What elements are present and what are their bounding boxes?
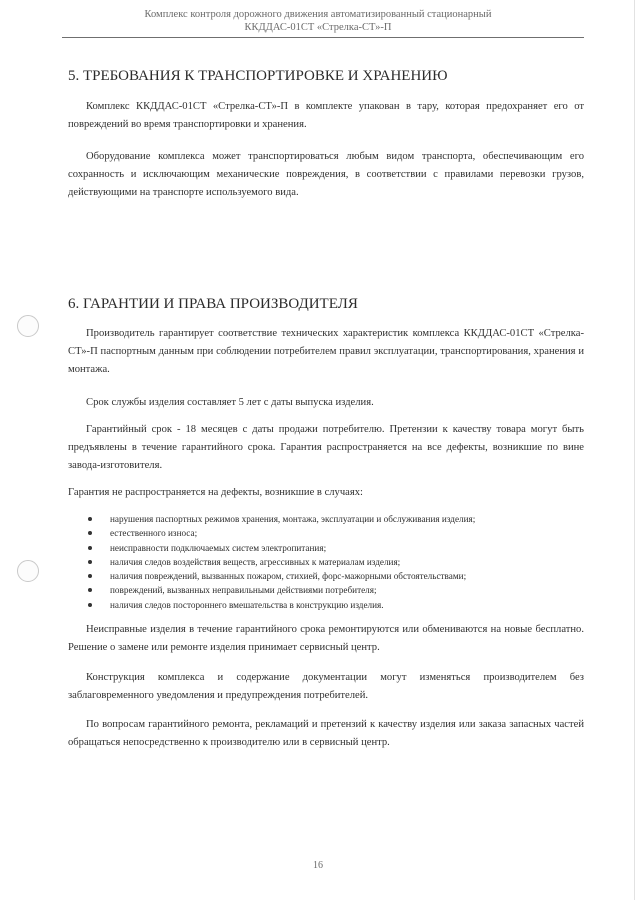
header-line-2: ККДДАС-01СТ «Стрелка-СТ»-П (244, 22, 392, 33)
page-edge (634, 0, 635, 900)
section-6-paragraph: Гарантийный срок - 18 месяцев с даты продажи потребителю. Претензии к качеству товара могут быть предъявлены в течение гарантийного срока. Гарантия распространяется на все дефекты, возникшие по вине завода-изготовителя. (68, 424, 584, 471)
section-6-paragraph: Конструкция комплекса и содержание документации могут изменяться производителем без заблаговременного уведомления и предупреждения потребителей. (68, 672, 584, 701)
exclusions-intro: Гарантия не распространяется на дефекты, возникшие в случаях: (68, 487, 363, 498)
list-item-text: нарушения паспортных режимов хранения, монтажа, эксплуатации и обслуживания изделия; (110, 514, 476, 524)
section-6-title: 6. ГАРАНТИИ И ПРАВА ПРОИЗВОДИТЕЛЯ (68, 296, 358, 312)
list-item-text: наличия повреждений, вызванных пожаром, стихией, форс-мажорными обстоятельствами; (110, 571, 467, 582)
list-item-text: наличия следов воздействия веществ, агрессивных к материалам изделия; (110, 556, 401, 567)
bullet-icon (88, 531, 92, 535)
section-5-title: 5. ТРЕБОВАНИЯ К ТРАНСПОРТИРОВКЕ И ХРАНЕНИЮ (68, 68, 448, 84)
list-item (86, 583, 586, 597)
header-line-1: Комплекс контроля дорожного движения автоматизированный стационарный (144, 9, 492, 20)
bullet-icon (88, 603, 92, 607)
section-6-paragraph: Неисправные изделия в течение гарантийного срока ремонтируются или обмениваются на новые бесплатно. Решение о замене или ремонте изделия принимает сервисный центр. (68, 624, 584, 653)
bullet-icon (88, 574, 92, 578)
list-item (86, 526, 586, 540)
header-divider (62, 37, 584, 38)
bullet-icon (88, 588, 92, 592)
list-item (86, 512, 586, 526)
bullet-icon (88, 546, 92, 550)
exclusions-list (86, 512, 586, 612)
section-6-paragraph: Производитель гарантирует соответствие технических характеристик комплекса ККДДАС-01СТ «Стрелка-СТ»-П паспортным данным при соблюдении потребителем правил эксплуатации, транспортирования, хранения и монтажа. (68, 328, 584, 375)
punch-hole-mark (17, 560, 39, 582)
list-item (86, 555, 586, 569)
list-item-text: неисправности подключаемых систем электропитания; (110, 542, 327, 553)
section-5-paragraph: Комплекс ККДДАС-01СТ «Стрелка-СТ»-П в комплекте упакован в тару, которая предохраняет его от повреждений во время транспортировки и хранения. (68, 101, 584, 130)
section-6-paragraph: По вопросам гарантийного ремонта, рекламаций и претензий к качеству изделия или заказа запасных частей обращаться непосредственно к производителю или в сервисный центр. (68, 719, 584, 748)
section-6-paragraph: Срок службы изделия составляет 5 лет с даты выпуска изделия. (86, 397, 374, 408)
list-item-text: естественного износа; (110, 528, 198, 539)
section-5-paragraph: Оборудование комплекса может транспортироваться любым видом транспорта, обеспечивающим его сохранность и исключающим механические повреждения, в соответствии с правилами перевозки грузов, действующими на транспорте используемого вида. (68, 151, 584, 198)
list-item (86, 541, 586, 555)
list-item-text: повреждений, вызванных неправильными действиями потребителя; (110, 585, 377, 596)
punch-hole-mark (17, 315, 39, 337)
list-item-text: наличия следов постороннего вмешательства в конструкцию изделия. (110, 599, 384, 610)
page-number: 16 (313, 860, 323, 871)
list-item (86, 569, 586, 583)
list-item (86, 598, 586, 612)
bullet-icon (88, 560, 92, 564)
bullet-icon (88, 517, 92, 521)
running-header (0, 8, 636, 34)
